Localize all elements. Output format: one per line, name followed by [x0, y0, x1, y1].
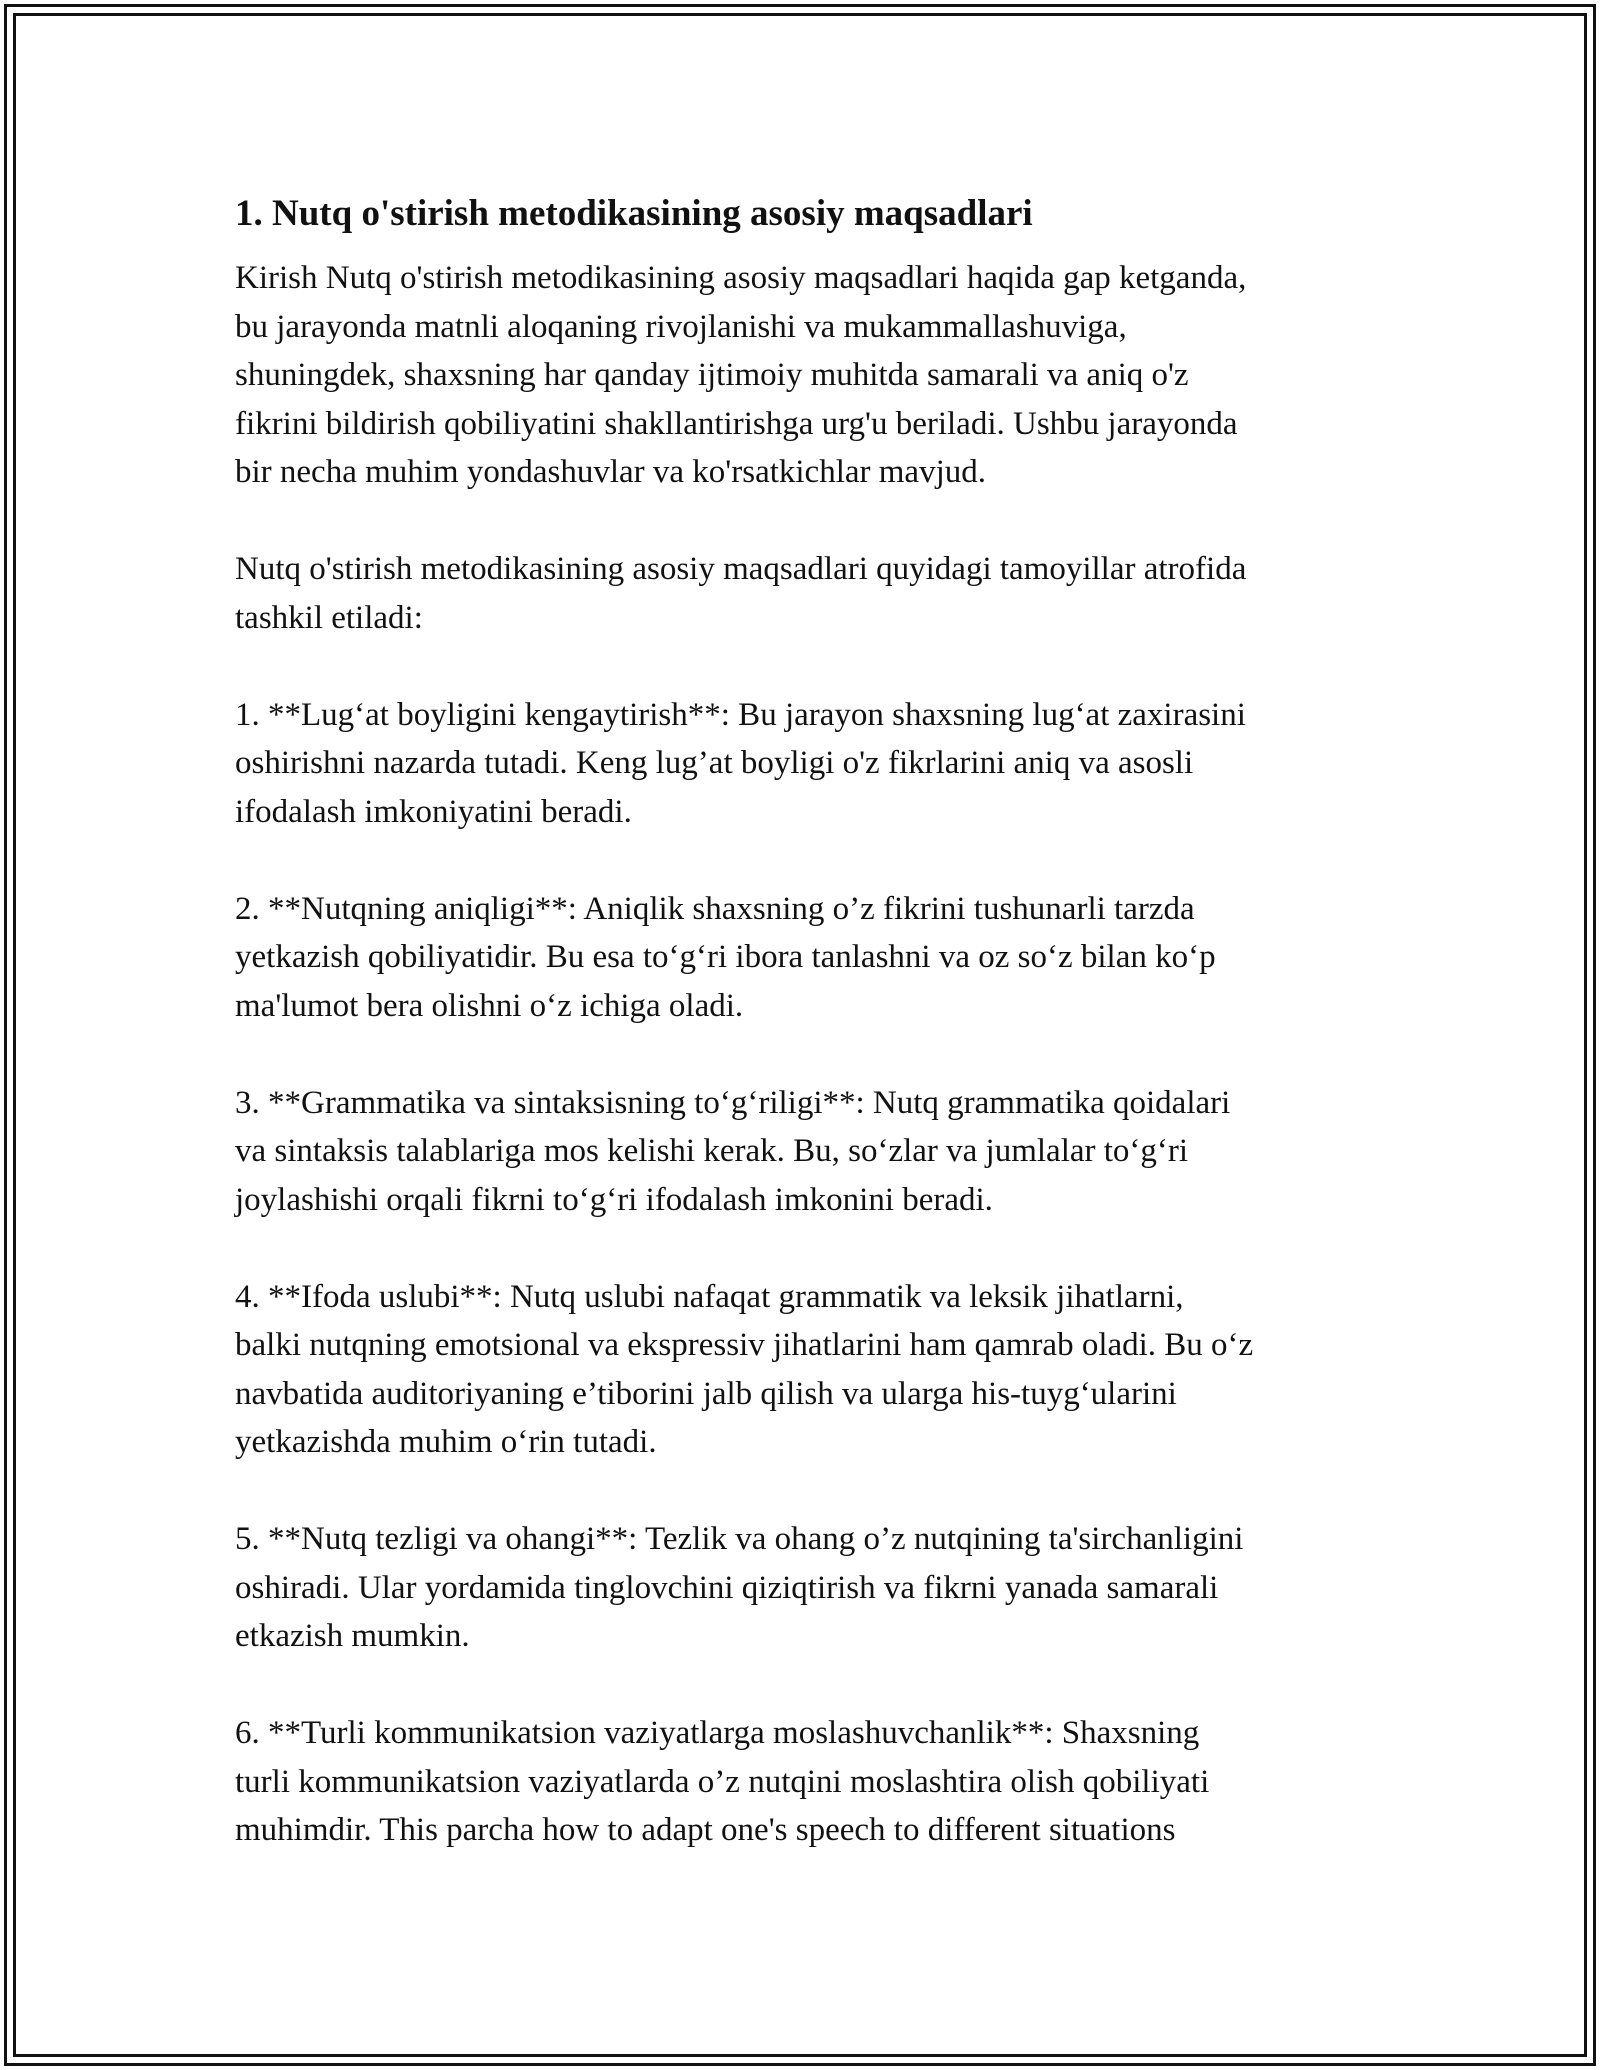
list-item-accuracy: 2. **Nutqning aniqligi**: Aniqlik shaxsning o’z fikrini tushunarli tarzda yetkazish qobiliyatidir. Bu esa to‘g‘ri ibora tanlashni va oz so‘z bilan ko‘p ma'lumot bera olishni o‘z ichiga oladi. [235, 890, 1216, 1024]
paragraph-principles-intro: Nutq o'stirish metodikasining asosiy maqsadlari quyidagi tamoyillar atrofida tashkil etiladi: [235, 551, 1247, 636]
list-item-adaptability: 6. **Turli kommunikatsion vaziyatlarga moslashuvchanlik**: Shaxsning turli kommunikatsion vaziyatlarda o’z nutqini moslashtira olish qobiliyati muhimdir. This parcha how to adapt one's speech to different situations [235, 1715, 1210, 1848]
paragraph-introduction: Kirish Nutq o'stirish metodikasining asosiy maqsadlari haqida gap ketganda, bu jarayonda matnli aloqaning rivojlanishi va mukammallashuviga, shuningdek, shaxsning har qanday ijtimoiy muhitda samarali va aniq o'z fikrini bildirish qobiliyatini shakllantirishga urg'u beriladi. Ushbu jarayonda bir necha muhim yondashuvlar va ko'rsatkichlar mavjud. [235, 260, 1247, 490]
list-item-vocabulary: 1. **Lug‘at boyligini kengaytirish**: Bu jarayon shaxsning lug‘at zaxirasini oshirishni nazarda tutadi. Keng lug’at boyligi o'z fikrlarini aniq va asosli ifodalash imkoniyatini beradi. [235, 696, 1246, 830]
list-item-tempo: 5. **Nutq tezligi va ohangi**: Tezlik va ohang o’z nutqining ta'sirchanligini oshiradi. Ular yordamida tinglovchini qiziqtirish va fikrni yanada samarali etkazish mumkin. [235, 1521, 1244, 1654]
document-title: 1. Nutq o'stirish metodikasining asosiy maqsadlari [235, 193, 1033, 234]
list-item-grammar: 3. **Grammatika va sintaksisning to‘g‘riligi**: Nutq grammatika qoidalari va sintaksis talablariga mos kelishi kerak. Bu, so‘zlar va jumlalar to‘g‘ri joylashishi orqali fikrni to‘g‘ri ifodalash imkonini beradi. [235, 1084, 1231, 1218]
list-item-style: 4. **Ifoda uslubi**: Nutq uslubi nafaqat grammatik va leksik jihatlarni, balki nutqning emotsional va ekspressiv jihatlarini ham qamrab oladi. Bu o‘z navbatida auditoriyaning e’tiborini jalb qilish va ularga his-tuyg‘ularini yetkazishda muhim o‘rin tutadi. [235, 1278, 1254, 1460]
document-body [235, 188, 1380, 1855]
